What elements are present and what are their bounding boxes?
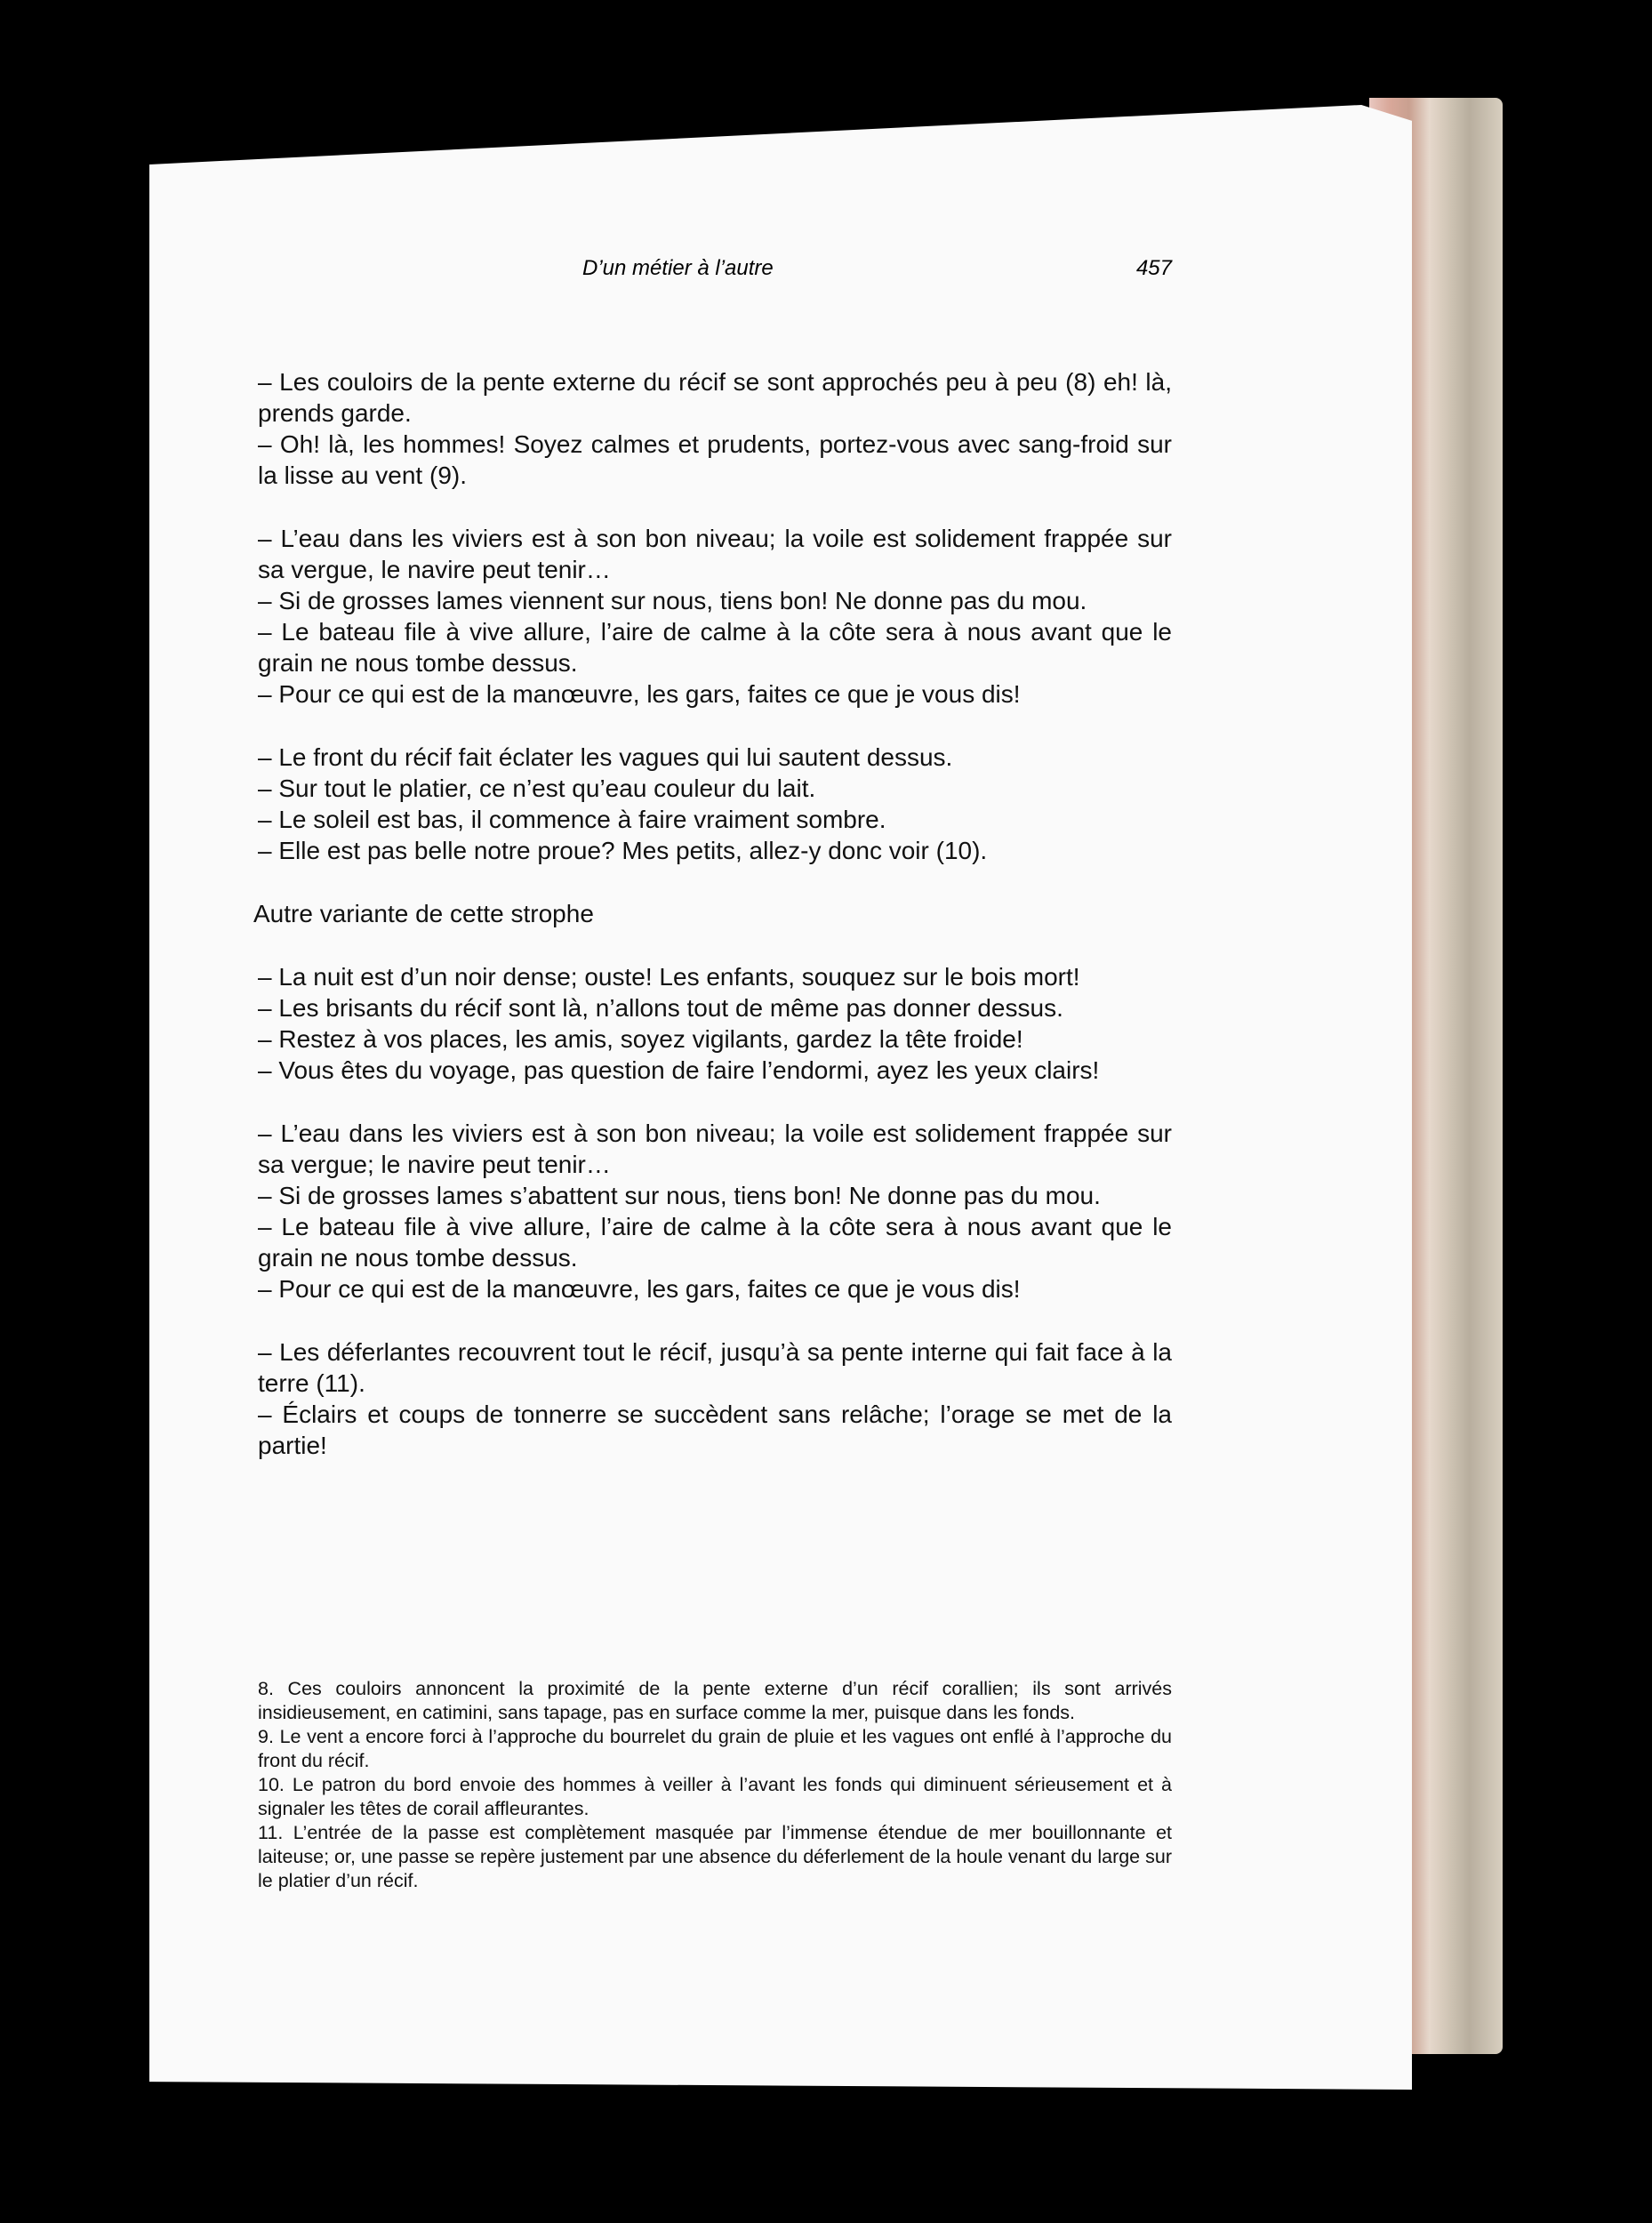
footnote: 11. L’entrée de la passe est complètement masquée par l’immense étendue de mer bouillonnante et laiteuse; or, une passe se repère justement par une absence du déferlement de la houle venant du large sur le platier d’un récif. xyxy=(258,1822,1172,1891)
verse-line: – Le soleil est bas, il commence à faire vraiment sombre. xyxy=(258,806,886,833)
verse-line: – Les brisants du récif sont là, n’allons tout de même pas donner dessus. xyxy=(258,994,1063,1022)
verse-line: – Le front du récif fait éclater les vagues qui lui sautent dessus. xyxy=(258,743,953,771)
verse-line: – Le bateau file à vive allure, l’aire de calme à la côte sera à nous avant que le grain ne nous tombe dessus. xyxy=(258,1213,1172,1272)
footnote: 8. Ces couloirs annoncent la proximité de la pente externe d’un récif corallien; ils sont arrivés insidieusement, en catimini, sans tapage, pas en surface comme la mer, puisque dans les fonds. xyxy=(258,1678,1172,1723)
verse-line: – Sur tout le platier, ce n’est qu’eau couleur du lait. xyxy=(258,774,816,802)
verse-line: – Pour ce qui est de la manœuvre, les gars, faites ce que je vous dis! xyxy=(258,680,1021,708)
verse-line: – L’eau dans les viviers est à son bon niveau; la voile est solidement frappée sur sa vergue; le navire peut tenir… xyxy=(258,1120,1172,1178)
verse-line: – Restez à vos places, les amis, soyez vigilants, gardez la tête froide! xyxy=(258,1025,1023,1053)
verse-line: – L’eau dans les viviers est à son bon niveau; la voile est solidement frappée sur sa vergue, le navire peut tenir… xyxy=(258,525,1172,583)
section-heading: Autre variante de cette strophe xyxy=(253,900,594,927)
running-title: D’un métier à l’autre xyxy=(582,256,774,280)
footnote: 10. Le patron du bord envoie des hommes à veiller à l’avant les fonds qui diminuent sérieusement et à signaler les têtes de corail affleurantes. xyxy=(258,1774,1172,1819)
verse-line: – Vous êtes du voyage, pas question de faire l’endormi, ayez les yeux clairs! xyxy=(258,1056,1100,1084)
footnote: 9. Le vent a encore forci à l’approche du bourrelet du grain de pluie et les vagues ont enflé à l’approche du front du récif. xyxy=(258,1726,1172,1771)
verse-line: – Elle est pas belle notre proue? Mes petits, allez-y donc voir (10). xyxy=(258,837,988,864)
verse-line: – Pour ce qui est de la manœuvre, les gars, faites ce que je vous dis! xyxy=(258,1275,1021,1303)
verse-line: – Les couloirs de la pente externe du récif se sont approchés peu à peu (8) eh! là, prends garde. xyxy=(258,368,1172,427)
verse-line: – Si de grosses lames s’abattent sur nous, tiens bon! Ne donne pas du mou. xyxy=(258,1182,1101,1209)
verse-line: – Éclairs et coups de tonnerre se succèdent sans relâche; l’orage se met de la partie! xyxy=(258,1400,1172,1459)
verse-line: – Le bateau file à vive allure, l’aire de calme à la côte sera à nous avant que le grain ne nous tombe dessus. xyxy=(258,618,1172,677)
main-text xyxy=(253,366,1172,1461)
verse-line: – Si de grosses lames viennent sur nous, tiens bon! Ne donne pas du mou. xyxy=(258,587,1087,614)
page-number: 457 xyxy=(1135,256,1172,280)
verse-line: – Oh! là, les hommes! Soyez calmes et prudents, portez-vous avec sang-froid sur la lisse au vent (9). xyxy=(258,430,1172,489)
verse-line: – Les déferlantes recouvrent tout le récif, jusqu’à sa pente interne qui fait face à la terre (11). xyxy=(258,1338,1172,1397)
verse-line: – La nuit est d’un noir dense; ouste! Les enfants, souquez sur le bois mort! xyxy=(258,963,1080,991)
footnotes xyxy=(258,1677,1172,1893)
running-header xyxy=(258,256,1172,288)
